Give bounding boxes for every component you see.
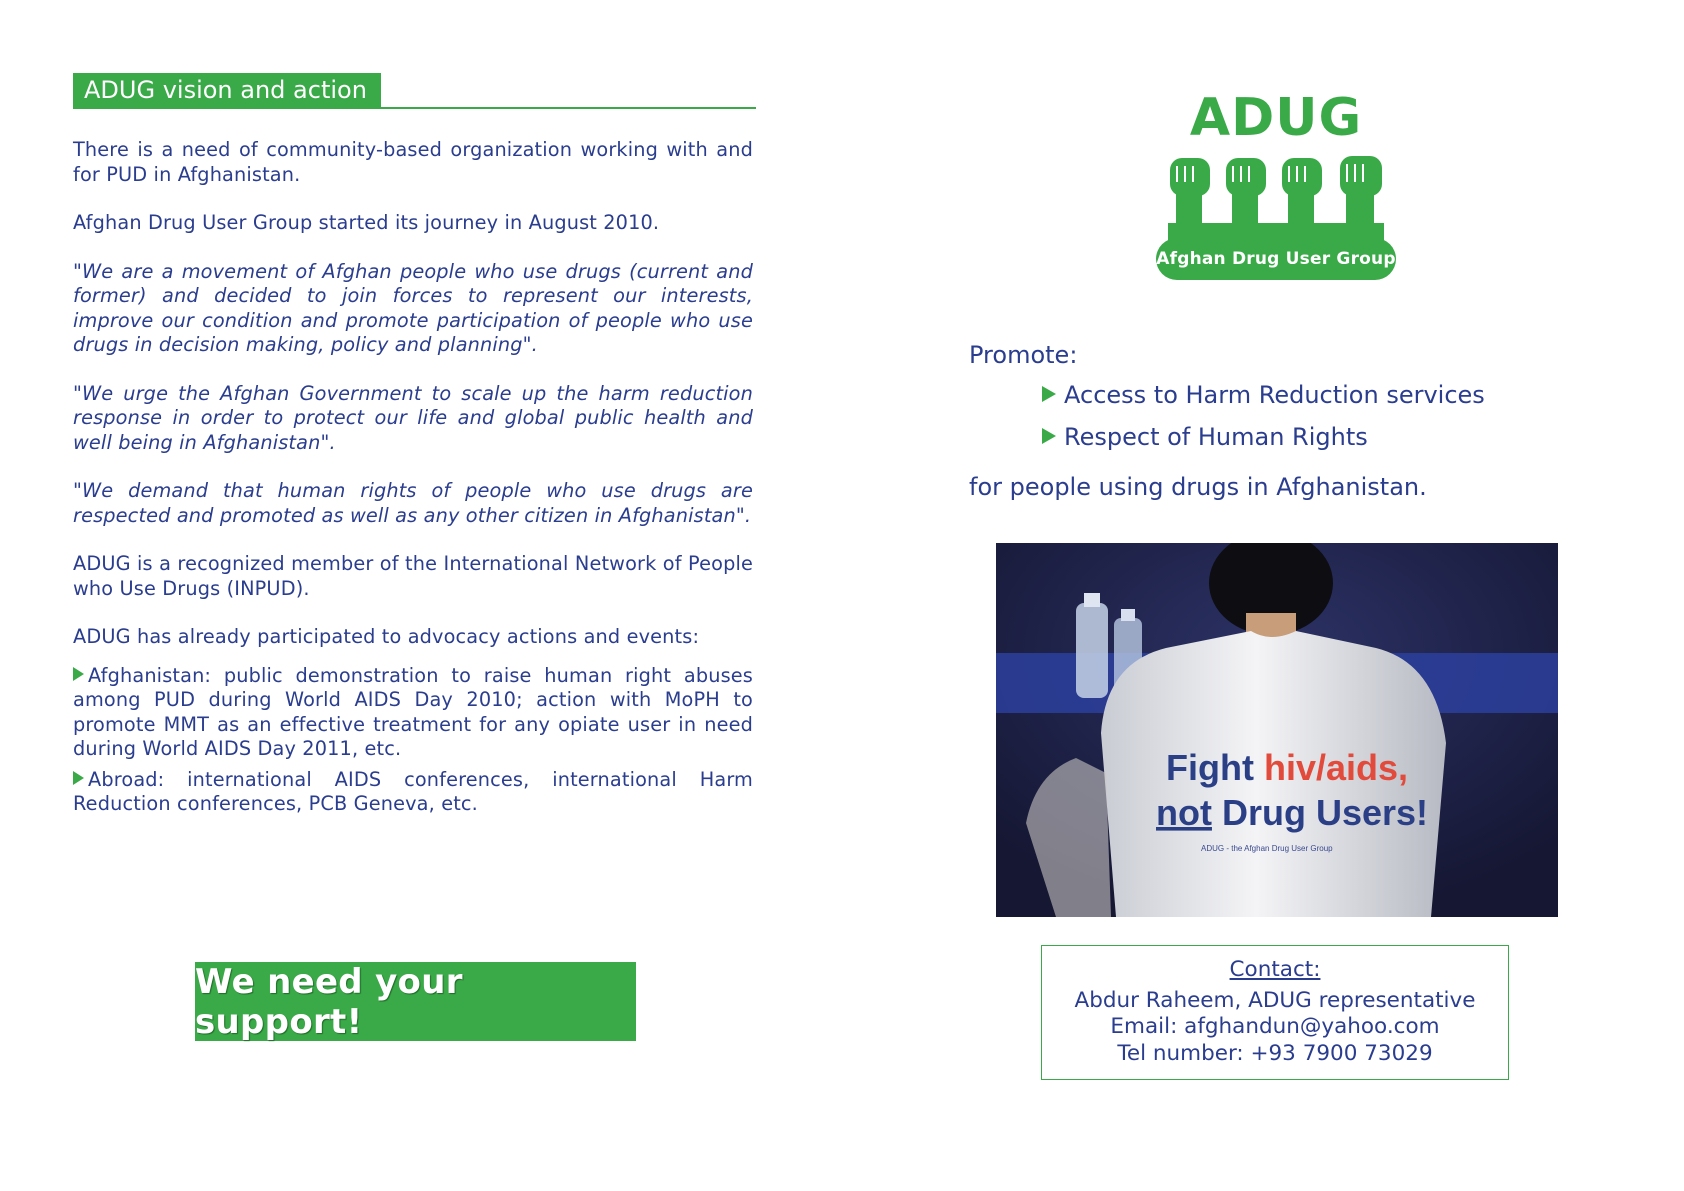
contact-heading: Contact: bbox=[1229, 957, 1321, 982]
vision-text-block bbox=[73, 138, 753, 817]
movement-quote: "We are a movement of Afghan people who use drugs (current and former) and decided to join forces to represent our interests, improve our condition and promote participation of people who use drugs in decision making, policy and planning". bbox=[73, 259, 753, 356]
advocacy-bullet-afghanistan: Afghanistan: public demonstration to raise human right abuses among PUD during World AIDS Day 2010; action with MoPH to promote MMT as an effective treatment for any opiate user in need during World AIDS Day 2011, etc. bbox=[73, 663, 753, 760]
history-paragraph: Afghan Drug User Group started its journey in August 2010. bbox=[73, 211, 660, 234]
logo-acronym: ADUG bbox=[1189, 88, 1363, 148]
advocacy-intro: ADUG has already participated to advocacy actions and events: bbox=[73, 625, 700, 648]
promote-footer: for people using drugs in Afghanistan. bbox=[969, 473, 1427, 501]
promote-title: Promote: bbox=[969, 341, 1078, 369]
title-rule bbox=[73, 107, 756, 109]
svg-text:not Drug Users! bbox=[1156, 792, 1428, 833]
shirt-slogan-hiv-aids: hiv/aids, bbox=[1263, 747, 1409, 788]
bullet-triangle-icon bbox=[73, 667, 84, 681]
shirt-caption: ADUG - the Afghan Drug User Group bbox=[1201, 844, 1333, 853]
svg-text:Fight hiv/aids, bbox=[1166, 747, 1408, 788]
advocacy-bullet-abroad: Abroad: international AIDS conferences, international Harm Reduction conferences, PCB Geneva, etc. bbox=[73, 767, 753, 815]
bullet-triangle-icon bbox=[1042, 428, 1056, 444]
bullet-triangle-icon bbox=[1042, 386, 1056, 402]
inpud-paragraph: ADUG is a recognized member of the International Network of People who Use Drugs (INPUD). bbox=[73, 552, 753, 600]
shirt-slogan-not: not bbox=[1156, 792, 1212, 833]
government-quote: "We urge the Afghan Government to scale up the harm reduction response in order to protect our life and global public health and well being in Afghanistan". bbox=[73, 381, 753, 454]
human-rights-quote: "We demand that human rights of people who use drugs are respected and promoted as well as any other citizen in Afghanistan". bbox=[73, 479, 753, 527]
shirt-slogan-drug-users: Drug Users! bbox=[1211, 792, 1429, 833]
bullet-triangle-icon bbox=[73, 771, 84, 785]
support-banner-text: We need your support! bbox=[195, 961, 463, 1042]
support-banner bbox=[195, 962, 636, 1041]
contact-email: Email: afghandun@yahoo.com bbox=[1110, 1014, 1440, 1039]
shirt-slogan-fight: Fight bbox=[1166, 747, 1264, 788]
contact-box bbox=[1041, 945, 1509, 1080]
intro-paragraph: There is a need of community-based organization working with and for PUD in Afghanistan. bbox=[73, 138, 753, 186]
t-shirt-photo bbox=[996, 543, 1558, 917]
section-title: ADUG vision and action bbox=[73, 73, 381, 108]
promote-item-harm-reduction: Access to Harm Reduction services bbox=[1042, 380, 1485, 410]
promote-item-human-rights: Respect of Human Rights bbox=[1042, 422, 1368, 452]
logo-full-name: Afghan Drug User Group bbox=[1156, 238, 1396, 280]
contact-phone: Tel number: +93 7900 73029 bbox=[1117, 1040, 1433, 1066]
contact-name: Abdur Raheem, ADUG representative bbox=[1074, 987, 1476, 1013]
